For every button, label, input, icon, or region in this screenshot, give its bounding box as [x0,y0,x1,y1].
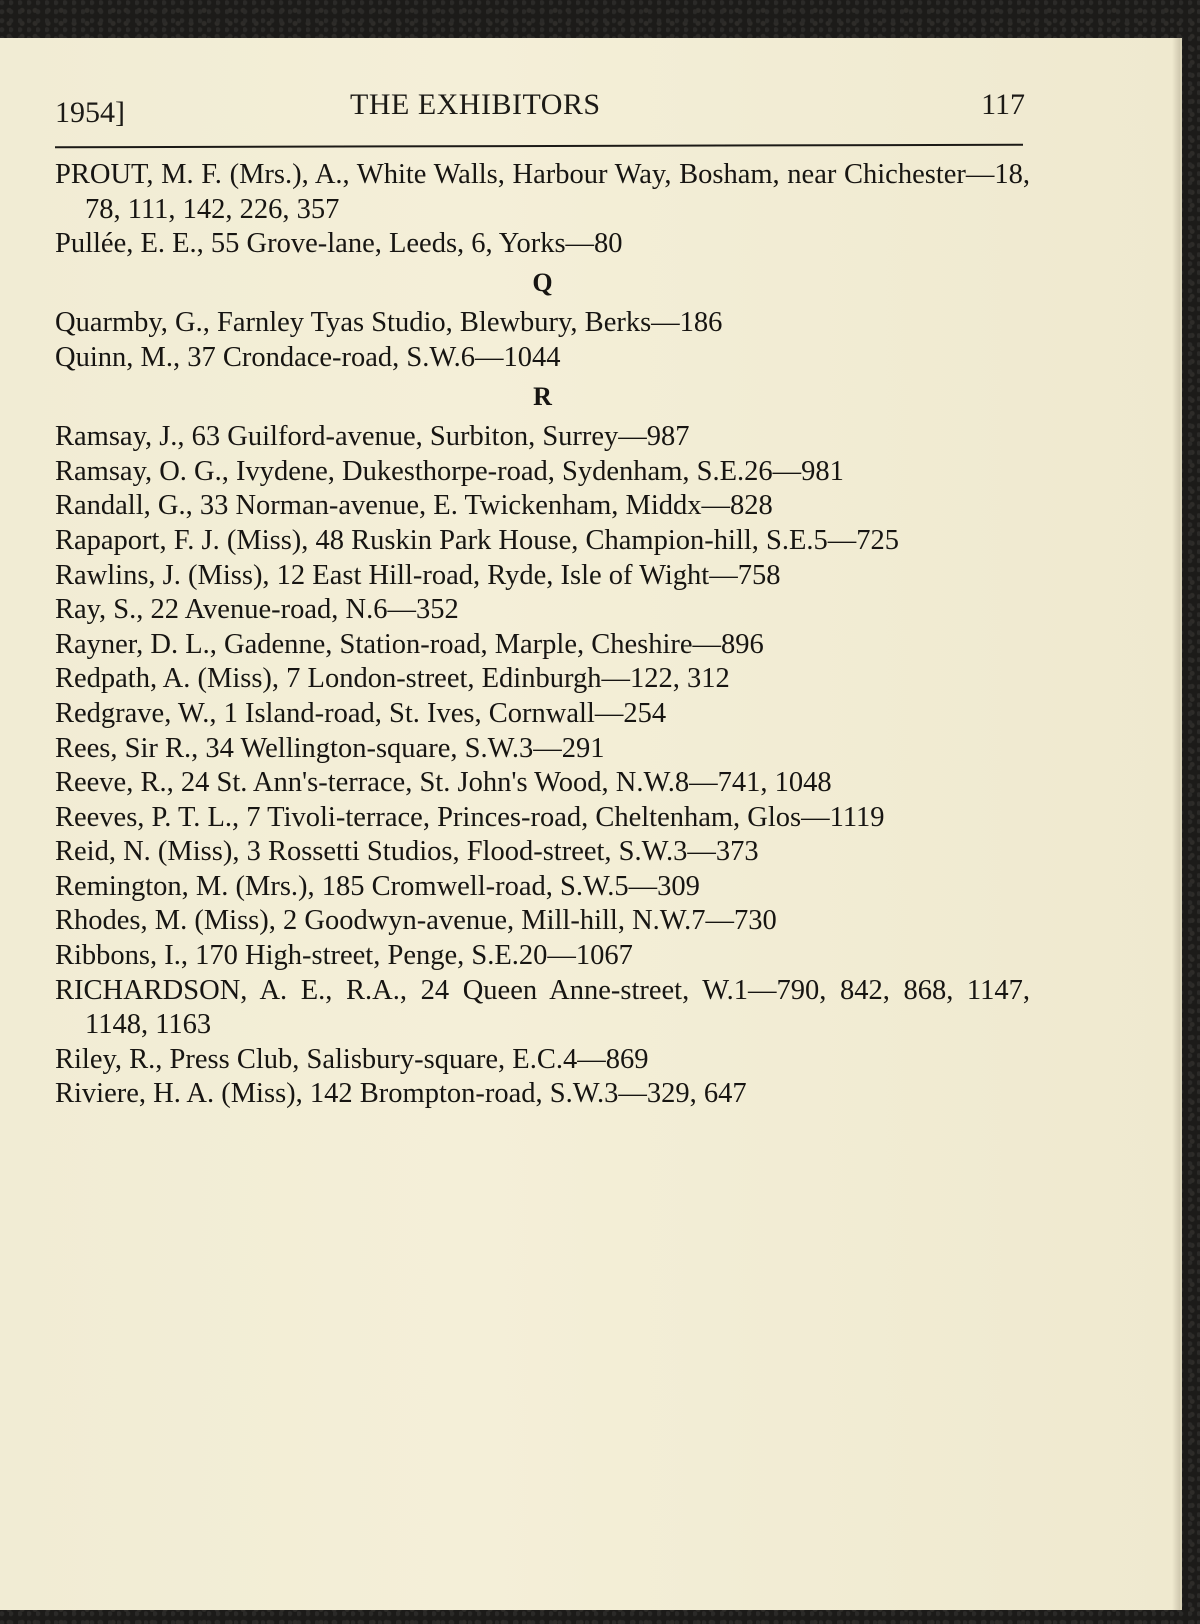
exhibitor-entry: RICHARDSON, A. E., R.A., 24 Queen Anne-street, W.1—790, 842, 868, 1147, 1148, 1163 [55,974,1030,1041]
page-edge-shadow [1172,38,1180,1610]
exhibitor-entry: Reeve, R., 24 St. Ann's-terrace, St. John's Wood, N.W.8—741, 1048 [55,767,832,799]
exhibitor-entry: Quinn, M., 37 Crondace-road, S.W.6—1044 [55,341,561,373]
section-letter: R [533,381,552,411]
exhibitor-entry: Rayner, D. L., Gadenne, Station-road, Marple, Cheshire—896 [55,628,764,660]
exhibitor-entry: Ray, S., 22 Avenue-road, N.6—352 [55,594,459,626]
exhibitor-entry: Reid, N. (Miss), 3 Rossetti Studios, Flood-street, S.W.3—373 [55,836,759,868]
exhibitor-entry: Redpath, A. (Miss), 7 London-street, Edinburgh—122, 312 [55,663,730,695]
exhibitor-entry: Randall, G., 33 Norman-avenue, E. Twickenham, Middx—828 [55,490,773,522]
exhibitor-entry: Remington, M. (Mrs.), 185 Cromwell-road, S.W.5—309 [55,870,700,902]
exhibitor-entry: Rees, Sir R., 34 Wellington-square, S.W.3—291 [55,732,605,764]
running-header [55,88,1025,128]
header-title: THE EXHIBITORS [350,88,601,121]
exhibitor-entry: Quarmby, G., Farnley Tyas Studio, Blewbury, Berks—186 [55,307,723,339]
exhibitor-entry: Redgrave, W., 1 Island-road, St. Ives, Cornwall—254 [55,697,667,729]
exhibitor-entry: Ramsay, O. G., Ivydene, Dukesthorpe-road, Sydenham, S.E.26—981 [55,455,844,487]
exhibitor-list [55,158,1030,1112]
section-letter: Q [532,267,553,297]
exhibitor-entry: Riley, R., Press Club, Salisbury-square, E.C.4—869 [55,1043,649,1075]
exhibitor-entry: PROUT, M. F. (Mrs.), A., White Walls, Harbour Way, Bosham, near Chichester—18, 78, 111, 142, 226, 357 [55,159,1030,225]
exhibitor-entry: Riviere, H. A. (Miss), 142 Brompton-road, S.W.3—329, 647 [55,1078,747,1110]
exhibitor-entry: Ramsay, J., 63 Guilford-avenue, Surbiton, Surrey—987 [55,421,690,453]
exhibitor-entry: Rawlins, J. (Miss), 12 East Hill-road, Ryde, Isle of Wight—758 [55,559,781,591]
header-page-number: 117 [981,88,1025,121]
exhibitor-entry: Reeves, P. T. L., 7 Tivoli-terrace, Princes-road, Cheltenham, Glos—1119 [55,801,885,833]
exhibitor-entry: Rapaport, F. J. (Miss), 48 Ruskin Park House, Champion-hill, S.E.5—725 [55,524,900,556]
exhibitor-entry: Pullée, E. E., 55 Grove-lane, Leeds, 6, Yorks—80 [55,228,623,260]
exhibitor-entry: Ribbons, I., 170 High-street, Penge, S.E.20—1067 [55,940,633,972]
header-year: 1954] [55,96,125,129]
exhibitor-entry: Rhodes, M. (Miss), 2 Goodwyn-avenue, Mill-hill, N.W.7—730 [55,905,777,937]
